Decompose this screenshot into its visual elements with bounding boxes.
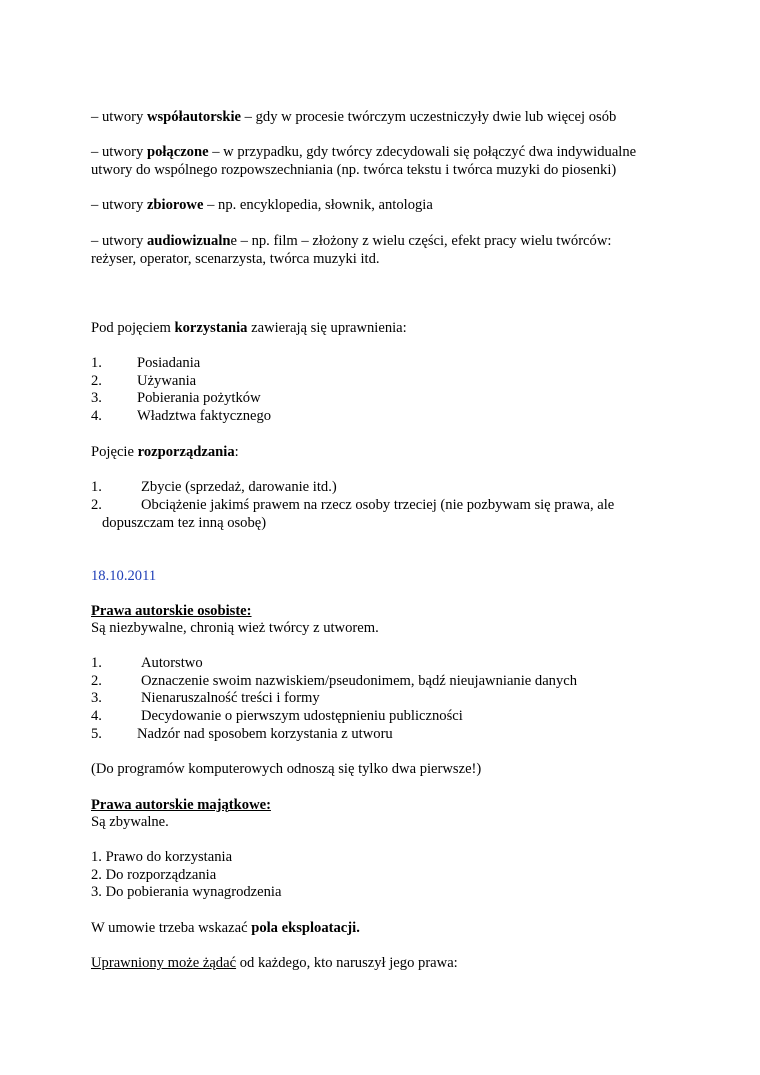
list-number: 4.: [91, 708, 102, 724]
paragraph-audiowizualne-line2: reżyser, operator, scenarzysta, twórca muzyki itd.: [91, 251, 380, 267]
paragraph-audiowizualne: – utwory audiowizualne – np. film – złożony z wielu części, efekt pracy wielu twórców:: [91, 233, 612, 249]
list-item: Nienaruszalność treści i formy: [141, 690, 320, 706]
list-item: Posiadania: [137, 355, 201, 371]
list-number: 1.: [91, 655, 102, 671]
paragraph-wspolautorskie: – utwory współautorskie – gdy w procesie twórczym uczestniczyły dwie lub więcej osób: [91, 109, 617, 125]
list-item: Używania: [137, 373, 197, 389]
umowa-paragraph: W umowie trzeba wskazać pola eksploatacji.: [91, 920, 360, 936]
list-item: Autorstwo: [141, 655, 203, 671]
paragraph-polaczone-line2: utwory do wspólnego rozpowszechniania (np. twórca tekstu i twórca muzyki do piosenki): [91, 162, 617, 178]
majatkowe-description: Są zbywalne.: [91, 814, 169, 830]
list-number: 3.: [91, 690, 102, 706]
osobiste-note: (Do programów komputerowych odnoszą się tylko dwa pierwsze!): [91, 761, 482, 777]
heading-osobiste: Prawa autorskie osobiste:: [91, 603, 252, 619]
list-number: 1.: [91, 355, 102, 371]
list-item: Zbycie (sprzedaż, darowanie itd.): [141, 479, 337, 495]
list-item: Władztwa faktycznego: [137, 408, 272, 424]
section-date: 18.10.2011: [91, 568, 157, 584]
uprawniony-paragraph: Uprawniony może żądać od każdego, kto naruszył jego prawa:: [91, 955, 458, 971]
list-item: 1. Prawo do korzystania: [91, 849, 233, 865]
heading-majatkowe: Prawa autorskie majątkowe:: [91, 797, 271, 813]
list-item: Decydowanie o pierwszym udostępnieniu publiczności: [141, 708, 463, 724]
list-number: 1.: [91, 479, 102, 495]
list-number: 2.: [91, 673, 102, 689]
list-item: 2. Do rozporządzania: [91, 867, 217, 883]
list-item: Nadzór nad sposobem korzystania z utworu: [137, 726, 393, 742]
list-number: 4.: [91, 408, 102, 424]
list-item: Obciążenie jakimś prawem na rzecz osoby trzeciej (nie pozbywam się prawa, ale: [141, 497, 615, 513]
list-item-continuation: dopuszczam tez inną osobę): [102, 515, 267, 531]
rozporzadzanie-intro: Pojęcie rozporządzania:: [91, 444, 239, 460]
list-number: 2.: [91, 497, 102, 513]
list-number: 5.: [91, 726, 102, 742]
list-item: 3. Do pobierania wynagrodzenia: [91, 884, 282, 900]
korzystanie-intro: Pod pojęciem korzystania zawierają się uprawnienia:: [91, 320, 407, 336]
list-number: 3.: [91, 390, 102, 406]
list-number: 2.: [91, 373, 102, 389]
list-item: Oznaczenie swoim nazwiskiem/pseudonimem, bądź nieujawnianie danych: [141, 673, 578, 689]
osobiste-description: Są niezbywalne, chronią wież twórcy z utworem.: [91, 620, 379, 636]
list-item: Pobierania pożytków: [137, 390, 261, 406]
paragraph-zbiorowe: – utwory zbiorowe – np. encyklopedia, słownik, antologia: [91, 197, 433, 213]
paragraph-polaczone: – utwory połączone – w przypadku, gdy twórcy zdecydowali się połączyć dwa indywidualne: [91, 144, 637, 160]
